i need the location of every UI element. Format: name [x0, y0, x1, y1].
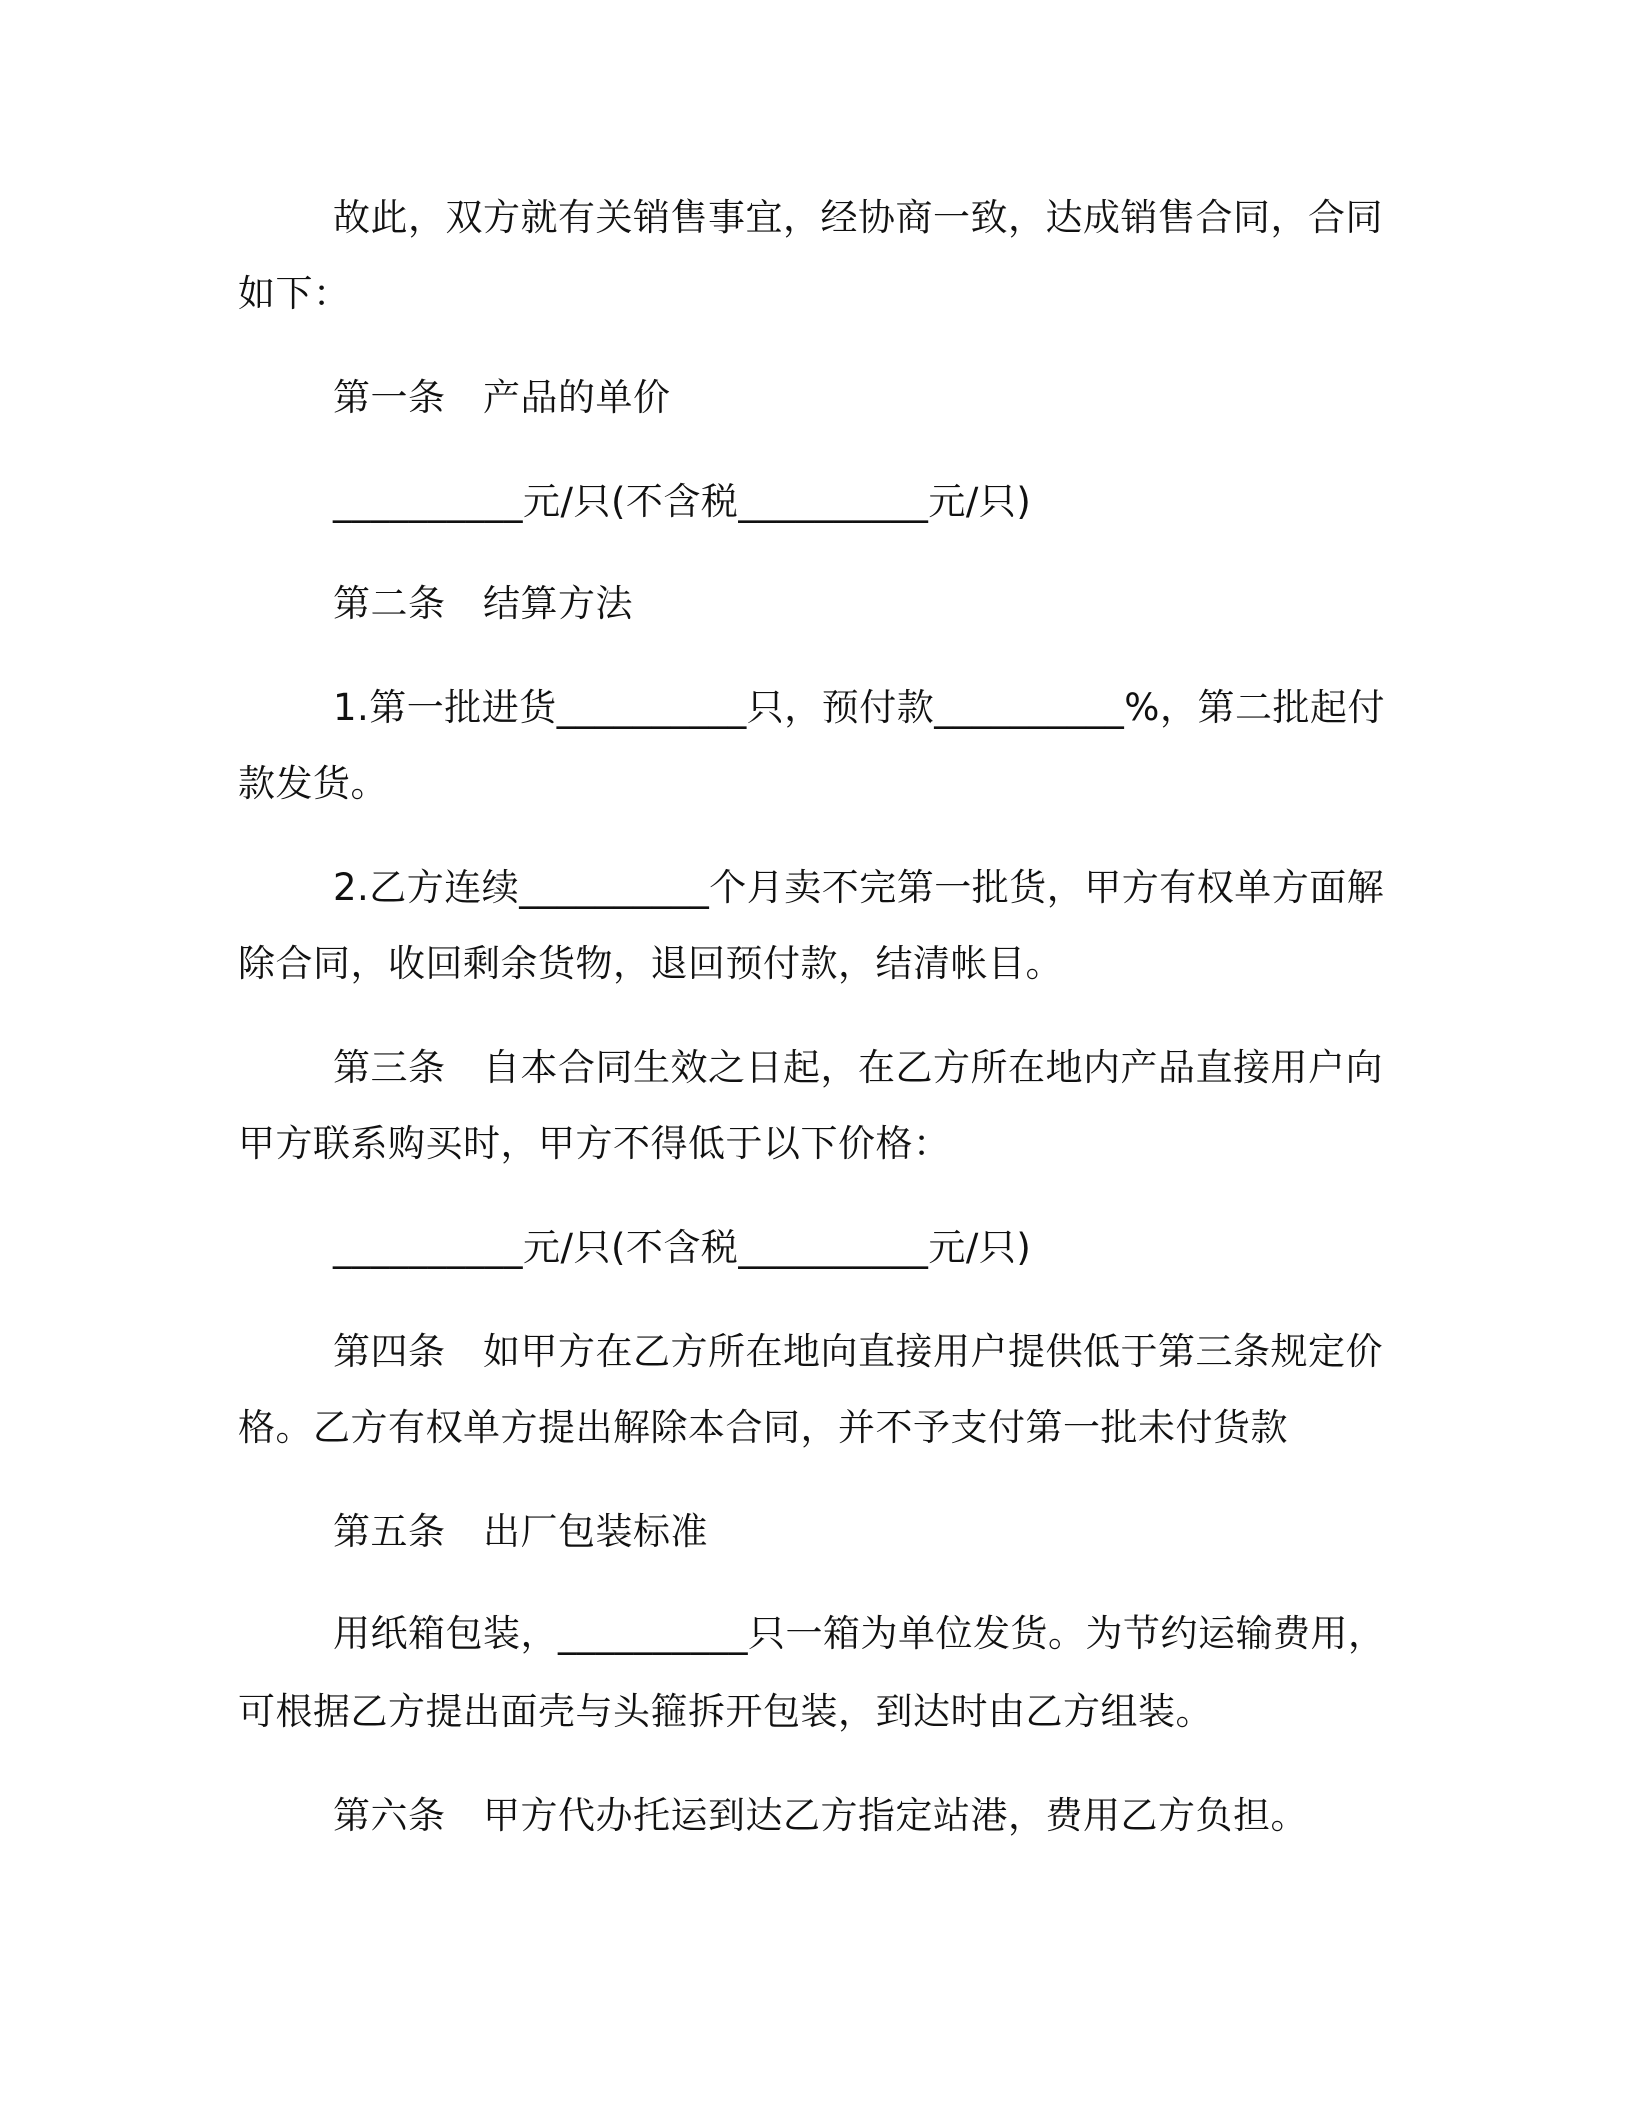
article-2-item-1-line-2: 款发货。	[238, 762, 388, 805]
article-2-item-2-line-1: 2.乙方连续__________个月卖不完第一批货，甲方有权单方面解	[333, 866, 1385, 909]
article-2-heading: 第二条 结算方法	[333, 582, 633, 625]
article-2-item-1-line-1: 1.第一批进货__________只，预付款__________%，第二批起付	[333, 686, 1385, 729]
article-3-price-line: __________元/只(不含税__________元/只)	[333, 1226, 1032, 1269]
article-4-line-2: 格。乙方有权单方提出解除本合同，并不予支付第一批未付货款	[238, 1406, 1288, 1449]
article-5-line-1: 用纸箱包装，__________只一箱为单位发货。为节约运输费用，	[333, 1612, 1386, 1655]
article-2-item-2-line-2: 除合同，收回剩余货物，退回预付款，结清帐目。	[238, 942, 1063, 985]
article-5-heading: 第五条 出厂包装标准	[333, 1510, 708, 1553]
article-4-line-1: 第四条 如甲方在乙方所在地向直接用户提供低于第三条规定价	[333, 1330, 1383, 1373]
article-1-heading: 第一条 产品的单价	[333, 376, 671, 419]
article-1-price-line: __________元/只(不含税__________元/只)	[333, 480, 1032, 523]
article-3-line-2: 甲方联系购买时，甲方不得低于以下价格：	[238, 1122, 951, 1165]
paragraph-intro-line-1: 故此，双方就有关销售事宜，经协商一致，达成销售合同，合同	[333, 196, 1383, 239]
article-6-line: 第六条 甲方代办托运到达乙方指定站港，费用乙方负担。	[333, 1794, 1308, 1837]
article-5-line-2: 可根据乙方提出面壳与头箍拆开包装，到达时由乙方组装。	[238, 1690, 1213, 1733]
article-3-line-1: 第三条 自本合同生效之日起，在乙方所在地内产品直接用户向	[333, 1046, 1383, 1089]
paragraph-intro-line-2: 如下：	[238, 272, 351, 315]
